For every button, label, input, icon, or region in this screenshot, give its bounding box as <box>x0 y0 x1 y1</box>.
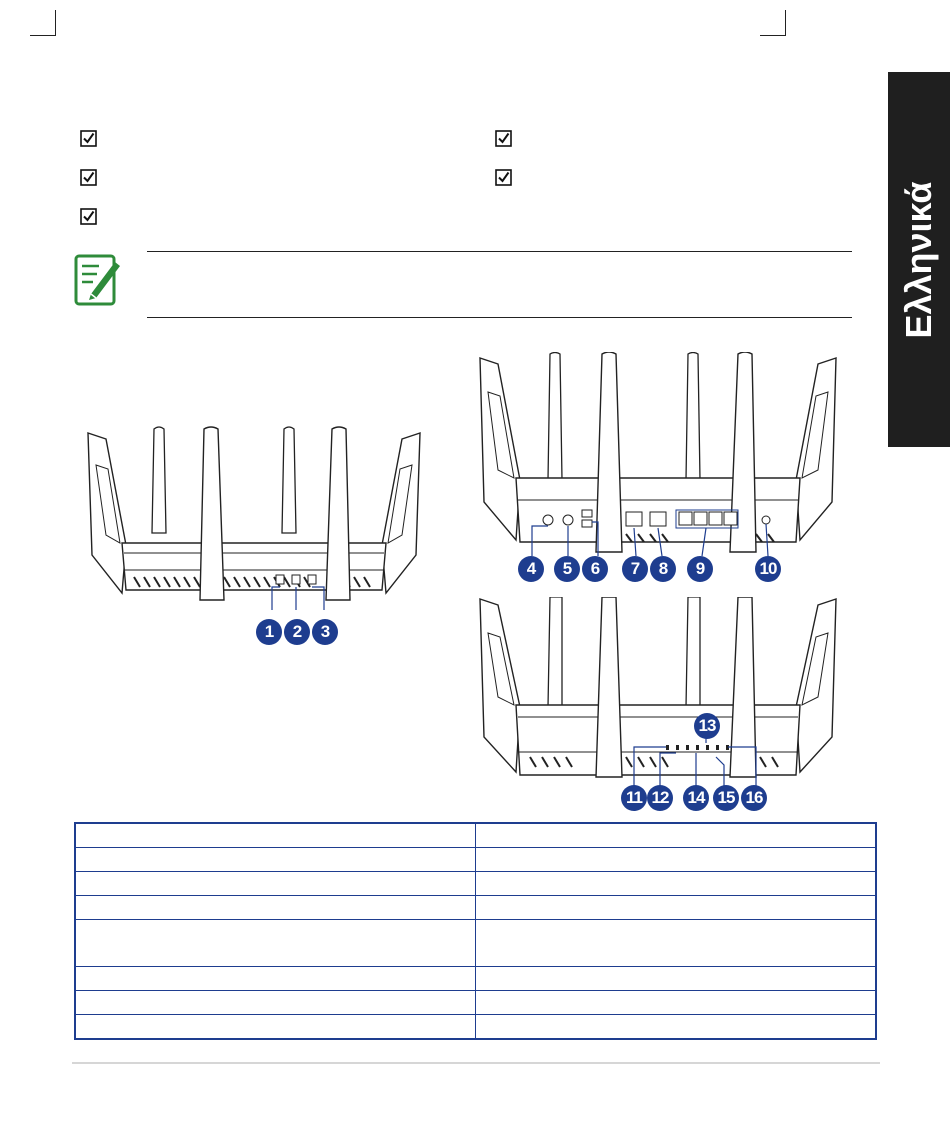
router-led-illustration <box>476 597 840 787</box>
checklist-item <box>495 169 512 186</box>
checkbox-icon <box>80 208 97 225</box>
table-cell <box>75 896 476 920</box>
callout-badge: 2 <box>284 619 310 645</box>
callout-badge: 7 <box>622 556 648 582</box>
crop-mark <box>30 10 56 36</box>
table-cell <box>476 848 877 872</box>
table-row <box>75 920 876 967</box>
checkbox-icon <box>495 130 512 147</box>
table-cell <box>476 991 877 1015</box>
callout-badge: 14 <box>683 785 709 811</box>
table-row <box>75 896 876 920</box>
checkbox-icon <box>80 130 97 147</box>
table-cell <box>75 991 476 1015</box>
note-pencil-icon <box>73 252 121 308</box>
table-cell <box>476 896 877 920</box>
table-cell <box>75 872 476 896</box>
table-cell <box>476 967 877 991</box>
parts-table <box>74 822 877 1040</box>
table-row <box>75 848 876 872</box>
table-cell <box>476 823 877 848</box>
table-row <box>75 823 876 848</box>
callout-badge: 16 <box>741 785 767 811</box>
table-cell <box>75 967 476 991</box>
checkbox-icon <box>80 169 97 186</box>
callout-badge: 5 <box>554 556 580 582</box>
checklist-item <box>80 169 97 186</box>
callout-badge: 8 <box>650 556 676 582</box>
router-front-illustration <box>84 425 424 610</box>
table-row <box>75 1015 876 1040</box>
table-cell <box>75 848 476 872</box>
checklist-item <box>80 208 97 225</box>
table-cell <box>75 920 476 967</box>
language-tab <box>888 72 950 447</box>
callout-badge: 12 <box>647 785 673 811</box>
callout-badge: 13 <box>694 713 720 739</box>
language-label: Ελληνικά <box>898 180 939 339</box>
table-cell <box>476 1015 877 1040</box>
table-cell <box>75 1015 476 1040</box>
table-row <box>75 872 876 896</box>
callout-badge: 6 <box>582 556 608 582</box>
callout-badge: 4 <box>518 556 544 582</box>
note-top-rule <box>147 251 852 252</box>
callout-badge: 15 <box>713 785 739 811</box>
checklist-item <box>80 130 97 147</box>
table-cell <box>476 920 877 967</box>
crop-mark <box>760 10 786 36</box>
checkbox-icon <box>495 169 512 186</box>
router-rear-illustration <box>476 352 840 557</box>
footer-rule <box>72 1062 880 1064</box>
table-cell <box>476 872 877 896</box>
callout-badge: 9 <box>687 556 713 582</box>
note-bottom-rule <box>147 317 852 318</box>
callout-badge: 10 <box>755 556 781 582</box>
table-row <box>75 967 876 991</box>
table-row <box>75 991 876 1015</box>
checklist-item <box>495 130 512 147</box>
table-cell <box>75 823 476 848</box>
callout-badge: 1 <box>256 619 282 645</box>
callout-badge: 11 <box>621 785 647 811</box>
callout-badge: 3 <box>312 619 338 645</box>
